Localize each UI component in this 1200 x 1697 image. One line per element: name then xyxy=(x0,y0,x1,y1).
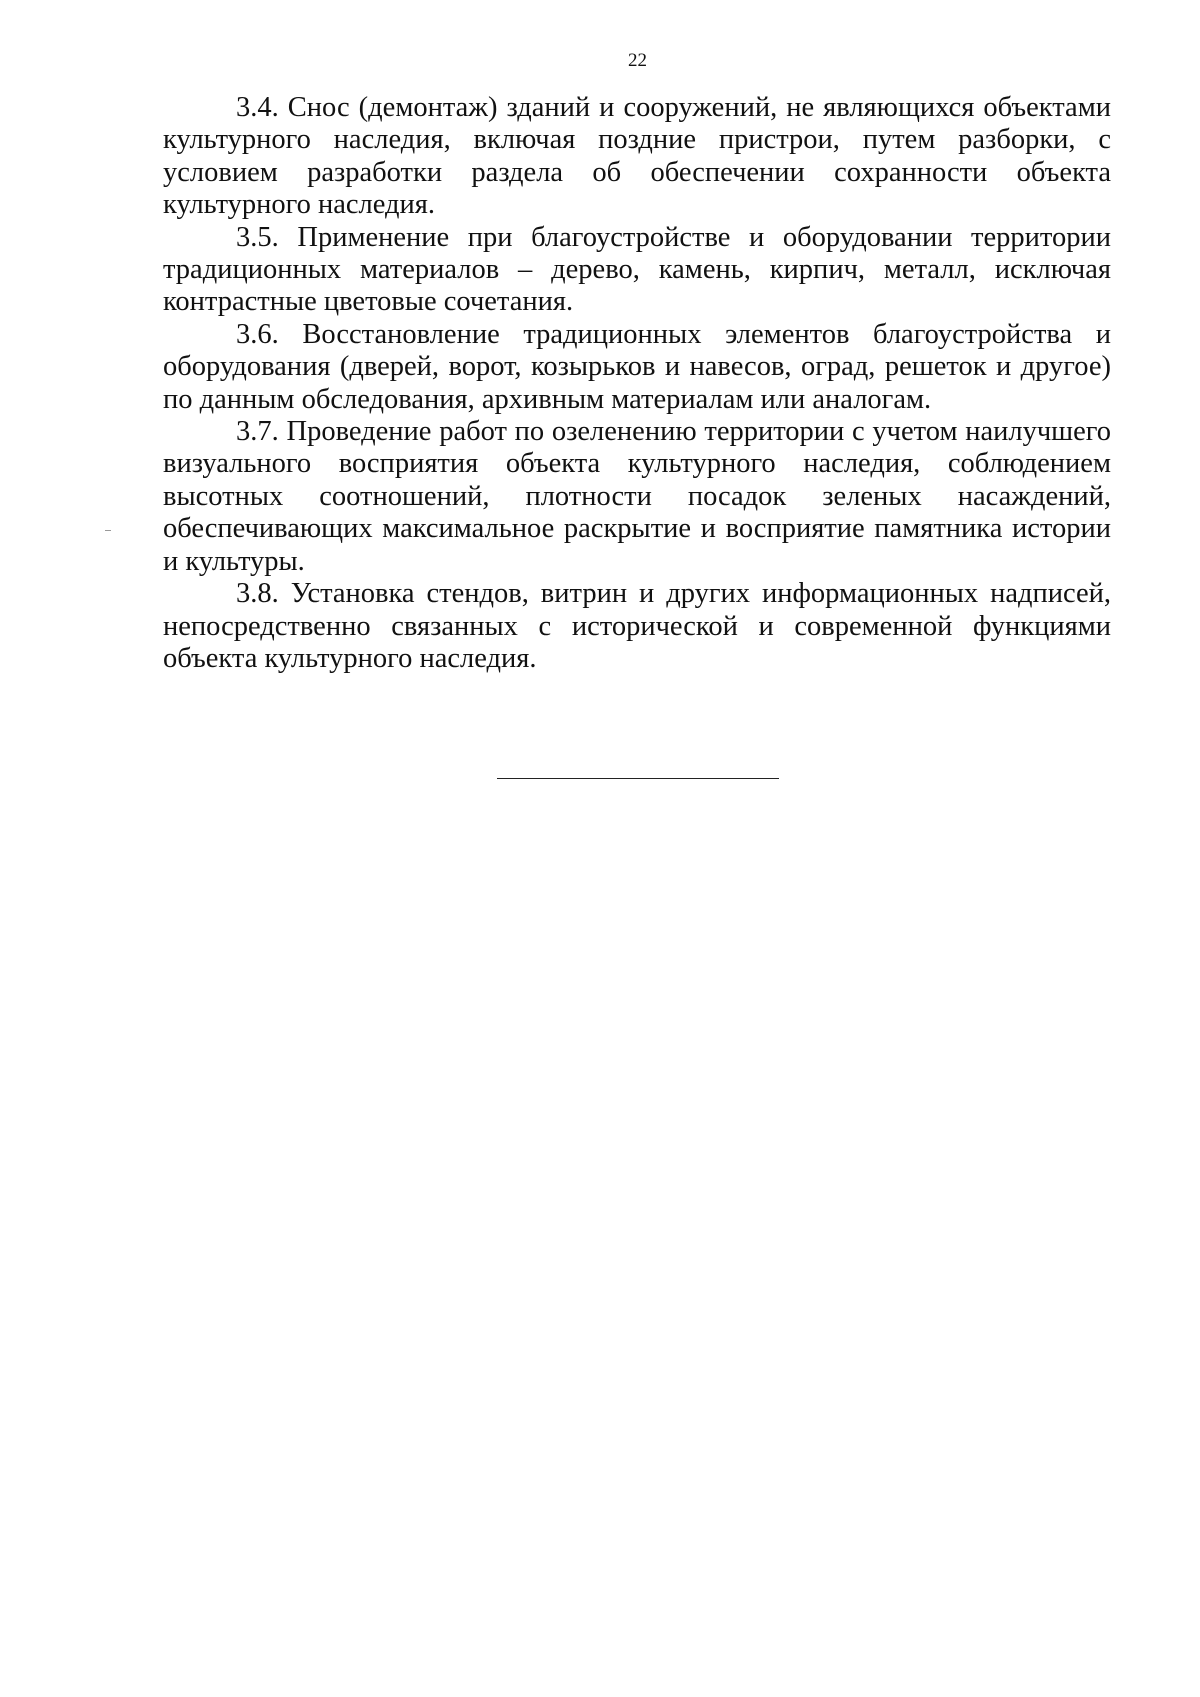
paragraph-number: 3.5. xyxy=(236,221,279,253)
paragraph-3-5 xyxy=(163,222,1111,319)
page-number: 22 xyxy=(628,50,647,71)
paragraph-number: 3.6. xyxy=(236,318,279,350)
paragraph-text: Восстановление традиционных элементов благоустройства и оборудования (дверей, ворот, козырьков и навесов, оград, решеток и другое) по данным обследования, архивным материалам или аналогам. xyxy=(163,318,1112,415)
paragraph-3-7 xyxy=(163,416,1111,578)
paragraph-number: 3.4. xyxy=(236,92,279,123)
paragraph-text: Снос (демонтаж) зданий и сооружений, не являющихся объектами культурного наследия, включая поздние пристрои, путем разборки, с условием разработки раздела об обеспечении сохранности объекта культурного наследия. xyxy=(163,92,1111,221)
paragraph-number: 3.7. xyxy=(236,416,279,448)
paragraph-number: 3.8. xyxy=(236,578,279,610)
paragraph-3-8 xyxy=(163,578,1111,675)
margin-mark xyxy=(105,530,111,531)
paragraph-3-6 xyxy=(163,319,1111,416)
paragraph-text: Установка стендов, витрин и других информационных надписей, непосредственно связанных с исторической и современной функциями объекта культурного наследия. xyxy=(163,578,1112,674)
paragraph-3-4 xyxy=(163,92,1111,222)
end-of-document-rule xyxy=(497,778,779,779)
paragraph-text: Проведение работ по озеленению территории с учетом наилучшего визуального восприятия объекта культурного наследия, соблюдением высотных соотношений, плотности посадок зеленых насаждений, обеспечивающих максимальное раскрытие и восприятие памятника истории и культуры. xyxy=(163,416,1112,577)
document-body xyxy=(163,92,1111,675)
paragraph-text: Применение при благоустройстве и оборудовании территории традиционных материалов – дерево, камень, кирпич, металл, исключая контрастные цветовые сочетания. xyxy=(163,221,1111,318)
